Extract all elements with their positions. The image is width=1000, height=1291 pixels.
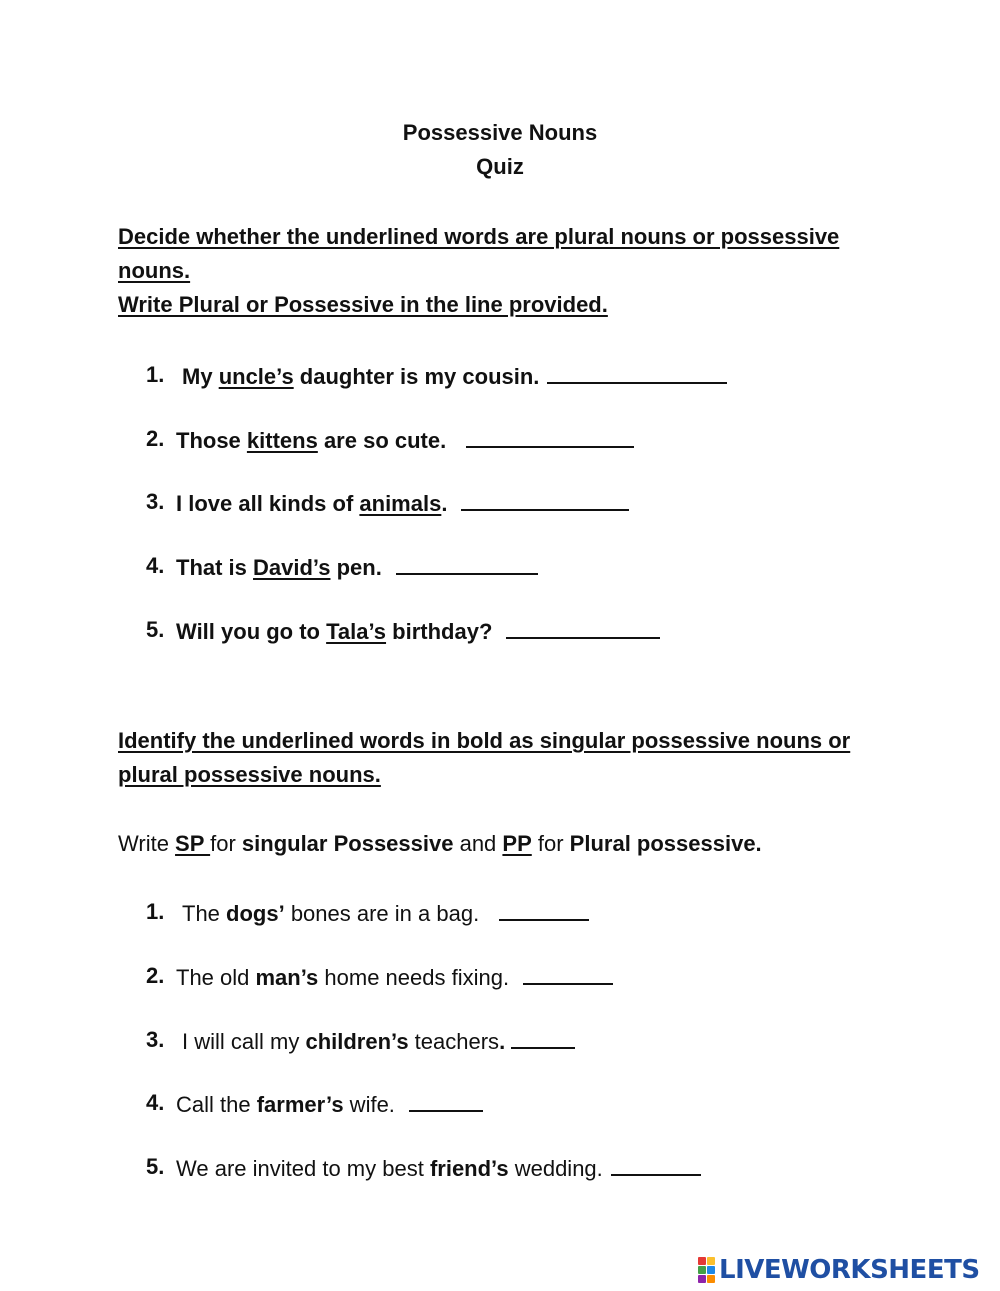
write-text: for xyxy=(210,831,242,856)
section1-instruction-line1: Decide whether the underlined words are plural nouns or possessive xyxy=(118,224,840,249)
question-text-post: birthday? xyxy=(386,619,493,644)
page-title: Possessive Nouns xyxy=(402,120,598,145)
answer-blank[interactable] xyxy=(547,362,727,384)
question-text-post: wife. xyxy=(343,1092,395,1117)
question-number: 5. xyxy=(146,1154,165,1179)
question-text-post: are so cute. xyxy=(317,428,447,453)
write-text: and xyxy=(453,831,503,856)
underlined-word: kittens xyxy=(246,428,318,453)
question-number: 3. xyxy=(146,1027,165,1052)
question-text-post-bold: . xyxy=(499,1029,506,1054)
answer-blank[interactable] xyxy=(396,553,538,575)
answer-blank[interactable] xyxy=(499,899,589,921)
logo-text: LIVEWORKSHEETS xyxy=(719,1255,980,1285)
question-text-pre: I will call my xyxy=(182,1029,306,1054)
answer-blank[interactable] xyxy=(466,426,634,448)
question-text-post: . xyxy=(441,491,448,516)
underlined-word: uncle’s xyxy=(218,364,294,389)
question-number: 3. xyxy=(146,489,165,514)
sp-code: SP xyxy=(175,831,211,856)
section2-instruction-line2: plural possessive nouns. xyxy=(118,762,381,787)
underlined-word: David’s xyxy=(253,555,331,580)
question-number: 1. xyxy=(146,899,165,924)
question-text-post: bones are in a bag. xyxy=(284,901,480,926)
question-text-pre: The old xyxy=(176,965,256,990)
question-number: 4. xyxy=(146,1090,165,1115)
question-text-pre: We are invited to my best xyxy=(176,1156,430,1181)
section2-instruction-line1: Identify the underlined words in bold as singular possessive nouns or xyxy=(118,728,851,753)
question-number: 2. xyxy=(146,963,165,988)
answer-blank[interactable] xyxy=(611,1154,701,1176)
bold-word: friend’s xyxy=(429,1156,509,1181)
section1-instruction-line3: Write Plural or Possessive in the line provided. xyxy=(118,292,608,317)
answer-blank[interactable] xyxy=(523,963,613,985)
underlined-word: Tala’s xyxy=(326,619,387,644)
pp-code: PP xyxy=(502,831,532,856)
question-text-post: teachers xyxy=(408,1029,500,1054)
answer-blank[interactable] xyxy=(511,1027,575,1049)
question-number: 5. xyxy=(146,617,165,642)
bold-word: man’s xyxy=(255,965,319,990)
question-text-pre: Will you go to xyxy=(176,619,327,644)
liveworksheets-logo xyxy=(698,1256,980,1284)
bold-word: dogs’ xyxy=(226,901,285,926)
question-text-pre: The xyxy=(182,901,227,926)
question-text-pre: I love all kinds of xyxy=(176,491,360,516)
sp-label: singular Possessive xyxy=(241,831,454,856)
question-text-pre: That is xyxy=(176,555,254,580)
question-text-pre: Call the xyxy=(176,1092,257,1117)
question-text-post: daughter is my cousin. xyxy=(293,364,540,389)
underlined-word: animals xyxy=(359,491,442,516)
question-text-post: wedding. xyxy=(508,1156,603,1181)
question-text-post: home needs fixing. xyxy=(318,965,510,990)
answer-blank[interactable] xyxy=(409,1090,483,1112)
answer-blank[interactable] xyxy=(506,617,660,639)
write-text: Write xyxy=(118,831,176,856)
bold-word: farmer’s xyxy=(256,1092,344,1117)
page-subtitle: Quiz xyxy=(476,154,524,179)
question-text-pre: Those xyxy=(176,428,247,453)
question-number: 4. xyxy=(146,553,165,578)
pp-label: Plural possessive. xyxy=(569,831,762,856)
section1-instruction-line2: nouns. xyxy=(118,258,191,283)
section2-write-instruction xyxy=(118,831,762,857)
liveworksheets-mark-icon xyxy=(698,1257,715,1283)
question-number: 1. xyxy=(146,362,165,387)
question-number: 2. xyxy=(146,426,165,451)
question-text-pre: My xyxy=(182,364,219,389)
question-text-post: pen. xyxy=(330,555,382,580)
bold-word: children’s xyxy=(305,1029,409,1054)
answer-blank[interactable] xyxy=(461,489,629,511)
write-text: for xyxy=(531,831,570,856)
